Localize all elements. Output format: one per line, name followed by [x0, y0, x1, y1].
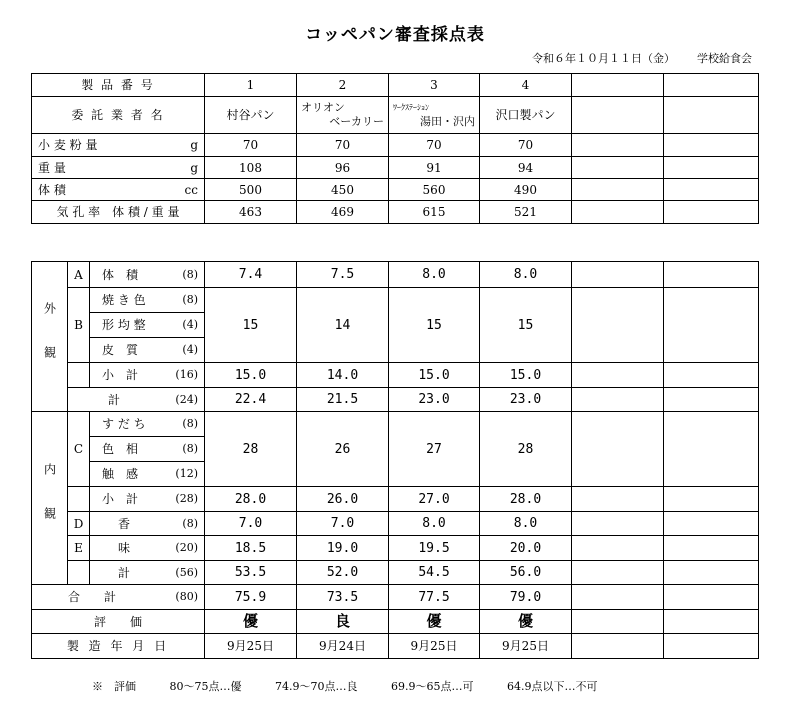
- row-sudachi: [32, 412, 759, 437]
- row-total-2: [32, 561, 759, 585]
- empty-cell: [664, 363, 759, 388]
- subtotal-1-3: 15.0: [389, 363, 480, 388]
- subtotal-2-label-cell: [90, 487, 205, 512]
- d-score-3: 8.0: [389, 512, 480, 536]
- row-grand-total: [32, 585, 759, 610]
- empty-cell: [664, 536, 759, 561]
- weight-label-cell: [32, 157, 205, 179]
- kou-weight: (8): [182, 516, 198, 530]
- total-2-weight: (56): [175, 565, 198, 579]
- empty-cell: [664, 262, 759, 288]
- subtotal-1-2: 14.0: [297, 363, 389, 388]
- empty-cell: [664, 157, 759, 179]
- yakiiro-label-cell: [90, 288, 205, 313]
- total-2-4: 56.0: [480, 561, 572, 585]
- e-score-2: 19.0: [297, 536, 389, 561]
- vendor-row: [32, 97, 759, 134]
- shokkan-weight: (12): [175, 467, 198, 480]
- vendor-2-line2: ベーカリー: [329, 115, 384, 128]
- subtotal-1-weight: (16): [175, 368, 198, 381]
- e-score-1: 18.5: [205, 536, 297, 561]
- empty-cell: [664, 412, 759, 487]
- manufacture-date-3: 9月25日: [389, 634, 480, 659]
- empty-cell: [68, 363, 90, 388]
- total-1-weight: (24): [175, 392, 198, 406]
- flour-label-cell: [32, 134, 205, 157]
- empty-cell: [664, 610, 759, 634]
- volume-row: [32, 179, 759, 201]
- empty-cell: [664, 388, 759, 412]
- a-score-4: 8.0: [480, 262, 572, 288]
- organization-text: 学校給食会: [697, 52, 752, 65]
- e-score-3: 19.5: [389, 536, 480, 561]
- evaluation-4: 優: [480, 610, 572, 634]
- vendor-2: [297, 97, 389, 134]
- shikiso-weight: (8): [182, 442, 198, 455]
- product-number-label: 製 品 番 号: [32, 74, 205, 97]
- grand-total-3: 77.5: [389, 585, 480, 610]
- legend-mark: ※ 評価: [92, 680, 136, 693]
- b-score-1: 15: [205, 288, 297, 363]
- kou-label-cell: [90, 512, 205, 536]
- yakiiro-label: 焼 き 色: [102, 293, 146, 307]
- subtotal-2-3: 27.0: [389, 487, 480, 512]
- volume-4: 490: [480, 179, 572, 201]
- sudachi-label-cell: [90, 412, 205, 437]
- legend-poor: 64.9点以下…不可: [507, 680, 598, 693]
- empty-cell: [664, 561, 759, 585]
- row-subtotal-2: [32, 487, 759, 512]
- flour-row: [32, 134, 759, 157]
- row-volume-score: [32, 262, 759, 288]
- empty-cell: [572, 487, 664, 512]
- a-score-1: 7.4: [205, 262, 297, 288]
- row-evaluation: [32, 610, 759, 634]
- total-2-1: 53.5: [205, 561, 297, 585]
- b-score-3: 15: [389, 288, 480, 363]
- a-score-3: 8.0: [389, 262, 480, 288]
- b-score-2: 14: [297, 288, 389, 363]
- hishitsu-weight: (4): [182, 343, 198, 356]
- empty-cell: [572, 412, 664, 487]
- row-manufacture-date: [32, 634, 759, 659]
- flour-3: 70: [389, 134, 480, 157]
- shokkan-label-cell: [90, 462, 205, 487]
- total-2-2: 52.0: [297, 561, 389, 585]
- empty-cell: [572, 97, 664, 134]
- weight-row: [32, 157, 759, 179]
- empty-cell: [572, 179, 664, 201]
- total-1-label: 計: [108, 392, 121, 407]
- row-yakiiro: [32, 288, 759, 313]
- subtotal-2-weight: (28): [175, 492, 198, 505]
- volume-1: 500: [205, 179, 297, 201]
- evaluation-legend: [92, 678, 628, 694]
- flour-4: 70: [480, 134, 572, 157]
- empty-cell: [664, 74, 759, 97]
- total-1-label-cell: [68, 388, 205, 412]
- empty-cell: [664, 134, 759, 157]
- weight-2: 96: [297, 157, 389, 179]
- empty-cell: [572, 512, 664, 536]
- empty-cell: [664, 585, 759, 610]
- vendor-4: 沢口製パン: [480, 97, 572, 134]
- porosity-label: 気 孔 率 体 積 / 重 量: [32, 201, 205, 224]
- subtotal-1-1: 15.0: [205, 363, 297, 388]
- empty-cell: [572, 634, 664, 659]
- empty-cell: [572, 201, 664, 224]
- row-subtotal-1: [32, 363, 759, 388]
- subtotal-1-4: 15.0: [480, 363, 572, 388]
- legend-fair: 69.9～65点…可: [391, 680, 474, 693]
- d-score-4: 8.0: [480, 512, 572, 536]
- hishitsu-label-cell: [90, 338, 205, 363]
- c-score-3: 27: [389, 412, 480, 487]
- total-2-3: 54.5: [389, 561, 480, 585]
- empty-cell: [664, 97, 759, 134]
- grand-total-4: 79.0: [480, 585, 572, 610]
- product-info-table: [31, 73, 759, 224]
- weight-unit: g: [190, 160, 198, 175]
- hishitsu-label: 皮 質: [102, 343, 139, 357]
- category-d: D: [68, 512, 90, 536]
- porosity-3: 615: [389, 201, 480, 224]
- aji-label-cell: [90, 536, 205, 561]
- total-1-4: 23.0: [480, 388, 572, 412]
- sudachi-label: す だ ち: [102, 417, 146, 431]
- manufacture-date-label: 製 造 年 月 日: [32, 634, 205, 659]
- manufacture-date-4: 9月25日: [480, 634, 572, 659]
- vendor-3-line2: 湯田・沢内: [420, 115, 475, 128]
- total-1-2: 21.5: [297, 388, 389, 412]
- legend-good: 74.9～70点…良: [275, 680, 358, 693]
- empty-cell: [572, 388, 664, 412]
- shikiso-label: 色 相: [102, 442, 139, 456]
- kou-label: 香: [118, 516, 131, 531]
- subtotal-2-1: 28.0: [205, 487, 297, 512]
- empty-cell: [572, 610, 664, 634]
- keikin-label-cell: [90, 313, 205, 338]
- empty-cell: [664, 487, 759, 512]
- legend-excellent: 80～75点…優: [169, 680, 242, 693]
- empty-cell: [68, 487, 90, 512]
- empty-cell: [572, 134, 664, 157]
- volume-score-label-cell: [90, 262, 205, 288]
- flour-1: 70: [205, 134, 297, 157]
- empty-cell: [572, 585, 664, 610]
- grand-total-label: 合 計: [68, 590, 117, 604]
- vendor-2-line1: オリオン: [301, 101, 345, 114]
- empty-cell: [572, 288, 664, 363]
- manufacture-date-1: 9月25日: [205, 634, 297, 659]
- product-number-1: 1: [205, 74, 297, 97]
- exterior-group-label: 外 観: [32, 262, 68, 412]
- category-a: A: [68, 262, 90, 288]
- category-c: C: [68, 412, 90, 487]
- interior-group-label: 内 観: [32, 412, 68, 585]
- evaluation-2: 良: [297, 610, 389, 634]
- total-1-3: 23.0: [389, 388, 480, 412]
- date-text: 令和６年１０月１１日（金）: [532, 52, 675, 65]
- empty-cell: [664, 288, 759, 363]
- subtotal-1-label: 小 計: [102, 368, 139, 382]
- flour-unit: g: [190, 138, 198, 152]
- sudachi-weight: (8): [182, 417, 198, 430]
- a-score-2: 7.5: [297, 262, 389, 288]
- score-table: [31, 261, 759, 659]
- empty-cell: [572, 536, 664, 561]
- empty-cell: [68, 561, 90, 585]
- porosity-row: [32, 201, 759, 224]
- volume-score-label: 体 積: [102, 267, 139, 282]
- aji-weight: (20): [175, 541, 198, 554]
- date-org-line: [510, 50, 752, 66]
- total-2-label: 計: [118, 565, 131, 580]
- grand-total-weight: (80): [175, 590, 198, 603]
- volume-label-cell: [32, 179, 205, 201]
- row-total-1: [32, 388, 759, 412]
- weight-3: 91: [389, 157, 480, 179]
- category-e: E: [68, 536, 90, 561]
- vendor-1: 村谷パン: [205, 97, 297, 134]
- subtotal-2-label: 小 計: [102, 492, 139, 506]
- keikin-weight: (4): [182, 318, 198, 331]
- flour-2: 70: [297, 134, 389, 157]
- volume-score-weight: (8): [182, 267, 198, 281]
- page-title: コッペパン審査採点表: [305, 25, 485, 45]
- d-score-2: 7.0: [297, 512, 389, 536]
- evaluation-label: 評 価: [32, 610, 205, 634]
- evaluation-1: 優: [205, 610, 297, 634]
- product-number-4: 4: [480, 74, 572, 97]
- grand-total-label-cell: [32, 585, 205, 610]
- evaluation-3: 優: [389, 610, 480, 634]
- weight-1: 108: [205, 157, 297, 179]
- porosity-1: 463: [205, 201, 297, 224]
- subtotal-2-4: 28.0: [480, 487, 572, 512]
- total-2-label-cell: [90, 561, 205, 585]
- row-aji: [32, 536, 759, 561]
- aji-label: 味: [118, 541, 131, 555]
- row-kou: [32, 512, 759, 536]
- vendor-label: 委 託 業 者 名: [32, 97, 205, 134]
- product-number-2: 2: [297, 74, 389, 97]
- c-score-1: 28: [205, 412, 297, 487]
- weight-label: 重 量: [38, 160, 66, 175]
- empty-cell: [572, 561, 664, 585]
- porosity-4: 521: [480, 201, 572, 224]
- product-number-3: 3: [389, 74, 480, 97]
- empty-cell: [572, 157, 664, 179]
- c-score-4: 28: [480, 412, 572, 487]
- subtotal-1-label-cell: [90, 363, 205, 388]
- keikin-label: 形 均 整: [102, 318, 146, 332]
- empty-cell: [572, 363, 664, 388]
- empty-cell: [664, 179, 759, 201]
- e-score-4: 20.0: [480, 536, 572, 561]
- category-b: B: [68, 288, 90, 363]
- grand-total-1: 75.9: [205, 585, 297, 610]
- shikiso-label-cell: [90, 437, 205, 462]
- b-score-4: 15: [480, 288, 572, 363]
- product-number-row: [32, 74, 759, 97]
- empty-cell: [572, 74, 664, 97]
- porosity-2: 469: [297, 201, 389, 224]
- vendor-3-line1: ﾜｰｸｽﾃｰｼｮﾝ: [393, 103, 429, 112]
- grand-total-2: 73.5: [297, 585, 389, 610]
- empty-cell: [664, 512, 759, 536]
- vendor-3: [389, 97, 480, 134]
- volume-label: 体 積: [38, 182, 66, 197]
- shokkan-label: 触 感: [102, 467, 139, 481]
- subtotal-2-2: 26.0: [297, 487, 389, 512]
- empty-cell: [572, 262, 664, 288]
- d-score-1: 7.0: [205, 512, 297, 536]
- flour-label: 小 麦 粉 量: [38, 138, 98, 152]
- empty-cell: [664, 634, 759, 659]
- total-1-1: 22.4: [205, 388, 297, 412]
- volume-unit: cc: [184, 182, 198, 197]
- volume-3: 560: [389, 179, 480, 201]
- empty-cell: [664, 201, 759, 224]
- c-score-2: 26: [297, 412, 389, 487]
- weight-4: 94: [480, 157, 572, 179]
- manufacture-date-2: 9月24日: [297, 634, 389, 659]
- yakiiro-weight: (8): [182, 293, 198, 306]
- volume-2: 450: [297, 179, 389, 201]
